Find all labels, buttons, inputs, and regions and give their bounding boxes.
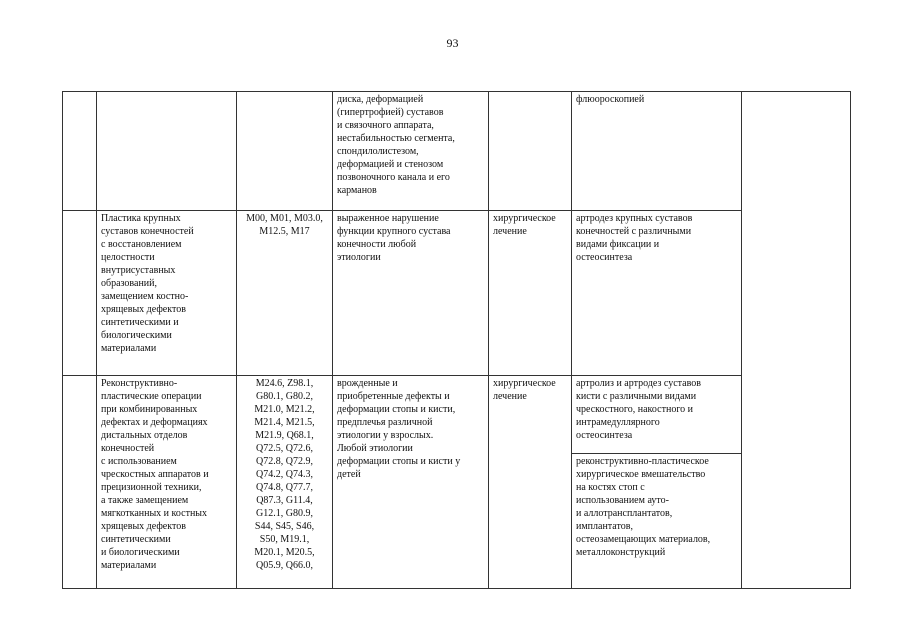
method-text: артродез крупных суставов конечностей с различными видами фиксации и остеосинтеза xyxy=(576,213,693,263)
codes-text: M24.6, Z98.1, G80.1, G80.2, M21.0, M21.2, M21.4, M21.5, M21.9, Q68.1, Q72.5, Q72.6, Q72.8, Q72.9, Q74.2, Q74.3, Q74.8, Q77.7, Q87.3, G11.4, G12.1, G80.9, S44, S45, S46, S50, M19.1, M20.1, M20.5, Q05.9, Q66.0, xyxy=(254,378,315,571)
treatment-cell xyxy=(489,376,572,589)
codes-cell xyxy=(237,211,333,376)
name-text: Пластика крупных суставов конечностей с восстановлением целостности внутрисуставных образований, замещением костно- хрящевых дефектов синтетическими и биологическими материалами xyxy=(101,213,194,354)
table-row xyxy=(63,211,851,376)
treatment-cell xyxy=(489,211,572,376)
extra-cell xyxy=(742,92,851,589)
treatment-text: хирургическое лечение xyxy=(493,378,556,402)
codes-cell xyxy=(237,376,333,589)
method-cell xyxy=(572,211,742,376)
table-row xyxy=(63,376,851,454)
codes-cell xyxy=(237,92,333,211)
treatment-text: хирургическое лечение xyxy=(493,213,556,237)
method-text: реконструктивно-пластическое хирургическое вмешательство на костях стоп с использованием ауто- и аллотрансплантатов, имплантатов, остеозамещающих материалов, металлоконструкций xyxy=(576,456,711,558)
codes-text: M00, M01, M03.0, M12.5, M17 xyxy=(246,213,323,237)
method-text: флюороскопией xyxy=(576,94,645,105)
treatment-cell xyxy=(489,92,572,211)
method-cell xyxy=(572,92,742,211)
condition-text: выраженное нарушение функции крупного сустава конечности любой этиологии xyxy=(337,213,451,263)
condition-cell xyxy=(333,92,489,211)
name-cell xyxy=(97,92,237,211)
number-cell xyxy=(63,211,97,376)
method-text: артролиз и артродез суставов кисти с различными видами чрескостного, накостного и интрамедуллярного остеосинтеза xyxy=(576,378,701,441)
table-row xyxy=(63,92,851,211)
condition-text: врожденные и приобретенные дефекты и деформации стопы и кисти, предплечья различной этиологии у взрослых. Любой этиологии деформации стопы и кисти у детей xyxy=(337,378,461,480)
name-cell xyxy=(97,211,237,376)
condition-cell xyxy=(333,376,489,589)
number-cell xyxy=(63,92,97,211)
name-cell xyxy=(97,376,237,589)
number-cell xyxy=(63,376,97,589)
method-cell xyxy=(572,376,742,454)
medical-care-table xyxy=(62,91,851,589)
name-text: Реконструктивно- пластические операции при комбинированных дефектах и деформациях дистальных отделов конечностей с использованием чрескостных аппаратов и прецизионной техники, а также замещением мягкотканных и костных хрящевых дефектов синтетическими и биологическими материалами xyxy=(101,378,209,571)
page-number: 93 xyxy=(446,36,459,50)
method-cell xyxy=(572,454,742,589)
condition-text: диска, деформацией (гипертрофией) суставов и связочного аппарата, нестабильностью сегмента, спондилолистезом, деформацией и стенозом позвоночного канала и его карманов xyxy=(337,94,455,196)
condition-cell xyxy=(333,211,489,376)
